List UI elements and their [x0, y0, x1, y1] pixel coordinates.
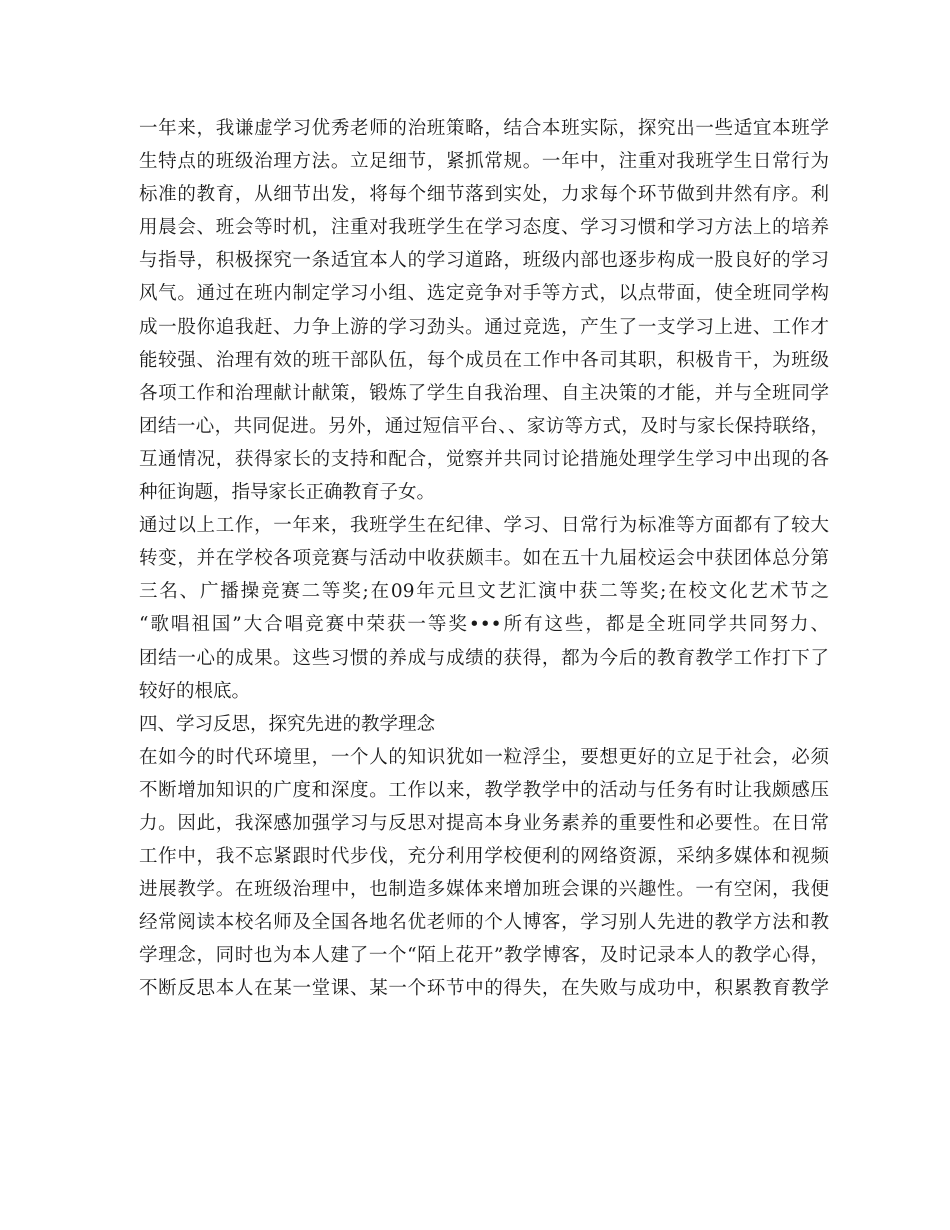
text-line: 在如今的时代环境里，一个人的知识犹如一粒浮尘，要想更好的立足于社会，必须: [139, 746, 829, 768]
paragraph-last-line: 较好的根底。: [139, 680, 251, 702]
text-line: 三名、广播操竞赛二等奖;在09年元旦文艺汇演中获二等奖;在校文化艺术节之: [139, 581, 829, 603]
text-line: 风气。通过在班内制定学习小组、选定竞争对手等方式，以点带面，使全班同学构: [139, 283, 829, 305]
paragraph-last-line: 种征询题，指导家长正确教育子女。: [139, 482, 436, 504]
text-line: “歌唱祖国”大合唱竞赛中荣获一等奖•••所有这些，都是全班同学共同努力、: [139, 614, 829, 636]
text-line: 不断增加知识的广度和深度。工作以来，教学教学中的活动与任务有时让我颇感压: [139, 779, 829, 801]
text-line: 生特点的班级治理方法。立足细节，紧抓常规。一年中，注重对我班学生日常行为: [139, 151, 829, 173]
text-line: 不断反思本人在某一堂课、某一个环节中的得失，在失败与成功中，积累教育教学: [139, 978, 829, 1000]
text-line: 与指导，积极探究一条适宜本人的学习道路，班级内部也逐步构成一股良好的学习: [139, 250, 829, 272]
text-line: 团结一心的成果。这些习惯的养成与成绩的获得，都为今后的教育教学工作打下了: [139, 647, 829, 669]
text-line: 互通情况，获得家长的支持和配合，觉察并共同讨论措施处理学生学习中出现的各: [139, 448, 829, 470]
text-line: 力。因此，我深感加强学习与反思对提高本身业务素养的重要性和必要性。在日常: [139, 812, 829, 834]
text-line: 转变，并在学校各项竞赛与活动中收获颇丰。如在五十九届校运会中获团体总分第: [139, 548, 829, 570]
text-line: 标准的教育，从细节出发，将每个细节落到实处，力求每个环节做到井然有序。利: [139, 184, 829, 206]
text-line: 工作中，我不忘紧跟时代步伐，充分利用学校便利的网络资源，采纳多媒体和视频: [139, 846, 829, 868]
document-body: [139, 112, 829, 1006]
text-line: 成一股你追我赶、力争上游的学习劲头。通过竞选，产生了一支学习上进、工作才: [139, 316, 829, 338]
text-line: 用晨会、班会等时机，注重对我班学生在学习态度、学习习惯和学习方法上的培养: [139, 217, 829, 239]
section-heading: 四、学习反思，探究先进的教学理念: [139, 713, 436, 735]
text-line: 经常阅读本校名师及全国各地名优老师的个人博客，学习别人先进的教学方法和教: [139, 912, 829, 934]
text-line: 一年来，我谦虚学习优秀老师的治班策略，结合本班实际，探究出一些适宜本班学: [139, 118, 829, 139]
text-line: 团结一心，共同促进。另外，通过短信平台、、家访等方式，及时与家长保持联络，: [139, 415, 829, 437]
text-line: 能较强、治理有效的班干部队伍，每个成员在工作中各司其职，积极肯干，为班级: [139, 349, 829, 371]
text-line: 通过以上工作，一年来，我班学生在纪律、学习、日常行为标准等方面都有了较大: [139, 515, 829, 537]
text-line: 学理念，同时也为本人建了一个“陌上花开”教学博客，及时记录本人的教学心得，: [139, 945, 829, 967]
text-line: 进展教学。在班级治理中，也制造多媒体来增加班会课的兴趣性。一有空闲，我便: [139, 879, 829, 901]
text-line: 各项工作和治理献计献策，锻炼了学生自我治理、自主决策的才能，并与全班同学: [139, 382, 829, 404]
